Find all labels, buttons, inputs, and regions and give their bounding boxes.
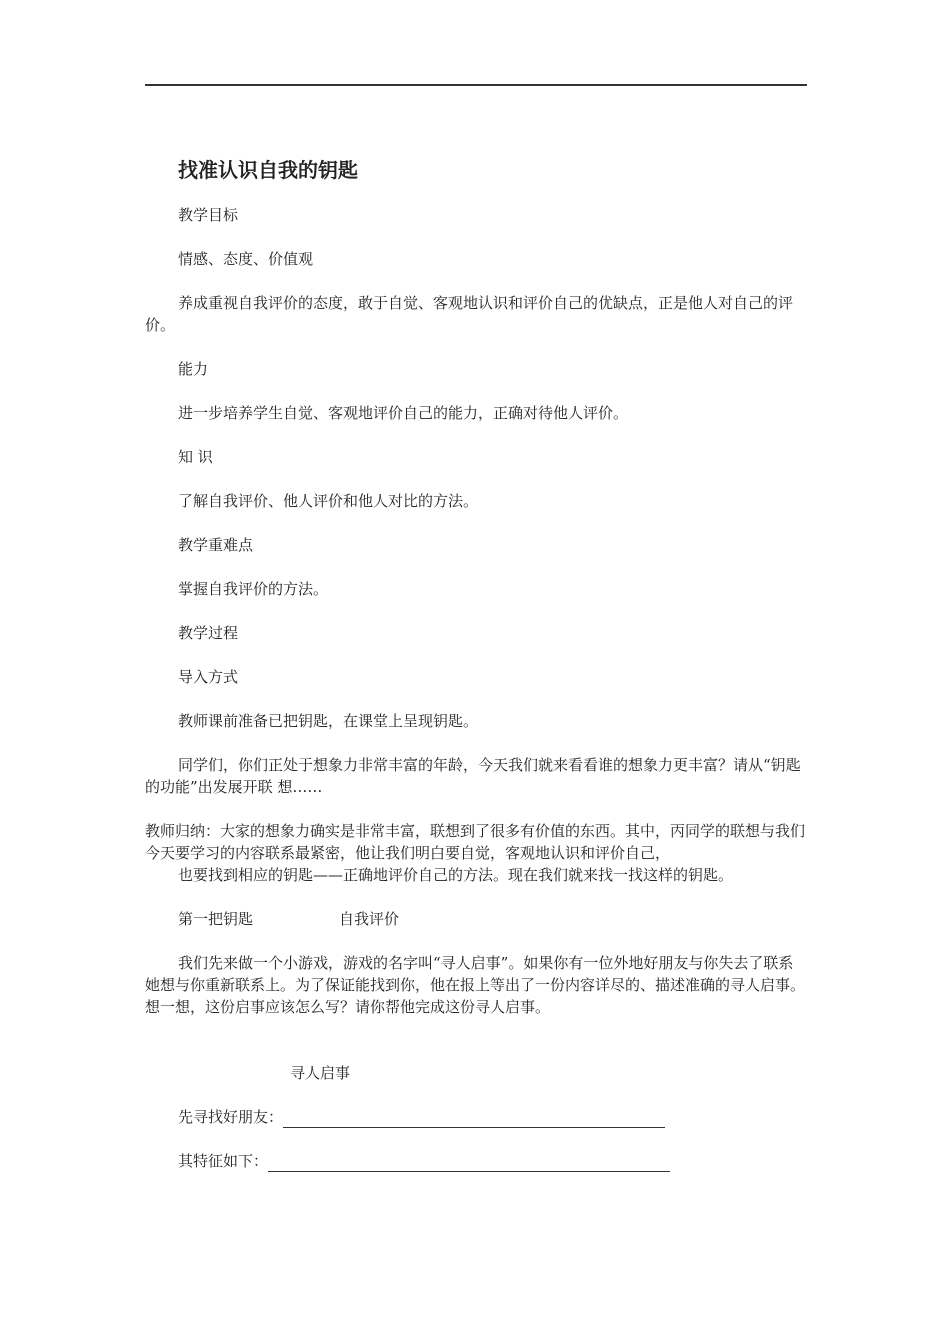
notice-field-friend-label: 先寻找好朋友：	[178, 1108, 284, 1126]
section-heading-keypoints: 教学重难点	[178, 536, 254, 554]
subheading-knowledge: 知 识	[178, 448, 213, 466]
notice-field-friend-blank[interactable]	[283, 1111, 665, 1128]
paragraph-ability: 进一步培养学生自觉、客观地评价自己的能力，正确对待他人评价。	[178, 404, 629, 422]
paragraph-intro: 教师课前准备已把钥匙，在课堂上呈现钥匙。	[178, 712, 479, 730]
document-body	[145, 150, 807, 1194]
key1-heading	[178, 908, 807, 930]
paragraph-game: 我们先来做一个小游戏，游戏的名字叫“寻人启事”。如果你有一位外地好朋友与你失去了联系她想与你重新联系上。为了保证能找到你，他在报上等出了一份内容详尽的、描述准确的寻人启事。想一想，这份启事应该怎么写？请你帮他完成这份寻人启事。	[145, 954, 806, 1016]
document-title: 找准认识自我的钥匙	[178, 158, 358, 182]
notice-field-features-label: 其特征如下：	[178, 1152, 269, 1170]
notice-field-features-blank[interactable]	[268, 1155, 670, 1172]
paragraph-teacher-summary: 教师归纳：大家的想象力确实是非常丰富，联想到了很多有价值的东西。其中，丙同学的联想与我们今天要学习的内容联系最紧密，他让我们明白要自觉，客观地认识和评价自己，	[145, 822, 806, 862]
subheading-ability: 能力	[178, 360, 209, 378]
header-rule	[145, 84, 807, 86]
section-heading-goals: 教学目标	[178, 206, 239, 224]
paragraph-keypoints: 掌握自我评价的方法。	[178, 580, 329, 598]
subheading-emotion: 情感、态度、价值观	[178, 250, 314, 268]
paragraph-imagination: 同学们，你们正处于想象力非常丰富的年龄，今天我们就来看看谁的想象力更丰富？请从“钥匙的功能”出发展开联 想……	[145, 756, 801, 796]
paragraph-emotion: 养成重视自我评价的态度，敢于自觉、客观地认识和评价自己的优缺点，正是他人对自己的评价。	[145, 294, 794, 334]
key1-name: 自我评价	[339, 910, 400, 928]
paragraph-knowledge: 了解自我评价、他人评价和他人对比的方法。	[178, 492, 479, 510]
notice-field-features	[178, 1150, 807, 1172]
section-heading-process: 教学过程	[178, 624, 239, 642]
subheading-intro: 导入方式	[178, 668, 239, 686]
notice-title: 寻人启事	[290, 1064, 351, 1082]
notice-field-friend	[178, 1106, 807, 1128]
paragraph-teacher-summary-cont: 也要找到相应的钥匙——正确地评价自己的方法。现在我们就来找一找这样的钥匙。	[178, 866, 734, 884]
key1-label: 第一把钥匙	[178, 910, 254, 928]
